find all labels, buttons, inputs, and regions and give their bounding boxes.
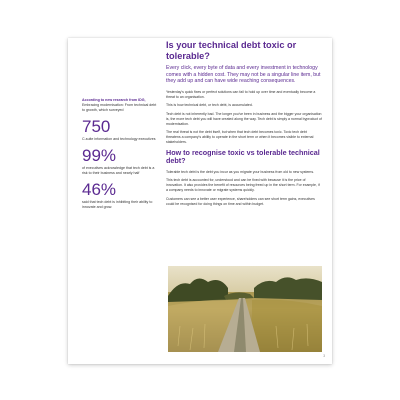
stat-value: 46% [82,180,117,199]
stat-text: said that tech debt is inhibiting their ability to innovate and grow. [82,200,153,209]
main-column [166,40,322,210]
paragraph: This is how technical debt, or tech debt, is accumulated. [166,103,253,108]
paragraph: The real threat is not the debt itself, but when that tech debt becomes toxic. Toxic tech debt threatens a company's ability to operate in the short term or when it becomes visible to external stakeholders. [166,130,314,144]
section-heading: How to recognise toxic vs tolerable technical debt? [166,147,320,166]
stat-text: of executives acknowledge that tech debt is a risk to their business and nearly half [82,166,155,175]
page-number: 3 [323,354,325,358]
paragraph: Yesterday's quick fixes or perfect solutions can fail to hold up over time and eventually become a threat to an organisation. [166,89,316,99]
paragraph: This tech debt is accounted for, understood and can be fixed with because it is the price of innovation. It also provides the benefit of resources being freed up in the short term. For example, if a company needs to innovate or migrate systems quickly. [166,178,320,193]
sidebar-intro [82,98,160,113]
paragraph: Tolerable tech debt is the debt you incur as you migrate your business from old to new systems. [166,169,315,174]
paragraph: Tech debt is not inherently bad. The longer you've been in business and the bigger your organisation is, the more tech debt you will have created along the way. Tech debt is simply a normal byproduct of modernisation. [166,111,322,126]
article-lead: Every click, every byte of data and every investment in technology comes with a hidden cost. They may not be a singular line item, but they add up and can have wide reaching consequences. [166,65,321,85]
stat-text: C-suite information and technology executives [82,137,156,141]
stat-value: 750 [82,117,111,136]
stats-sidebar [82,98,160,210]
country-road-photo [168,266,322,352]
sidebar-intro-text: Embracing modernisation: From technical debt to growth, which surveyed [82,103,157,112]
article-title: Is your technical debt toxic or tolerable? [166,40,297,61]
sidebar-intro-bold: According to new research from IDG, [82,98,146,102]
document-page [68,38,332,364]
stat-value: 99% [82,146,117,165]
paragraph: Customers can see a better user experience, shareholders can see short term gains, executives could be recognised for doing things on time and within budget. [166,196,315,206]
